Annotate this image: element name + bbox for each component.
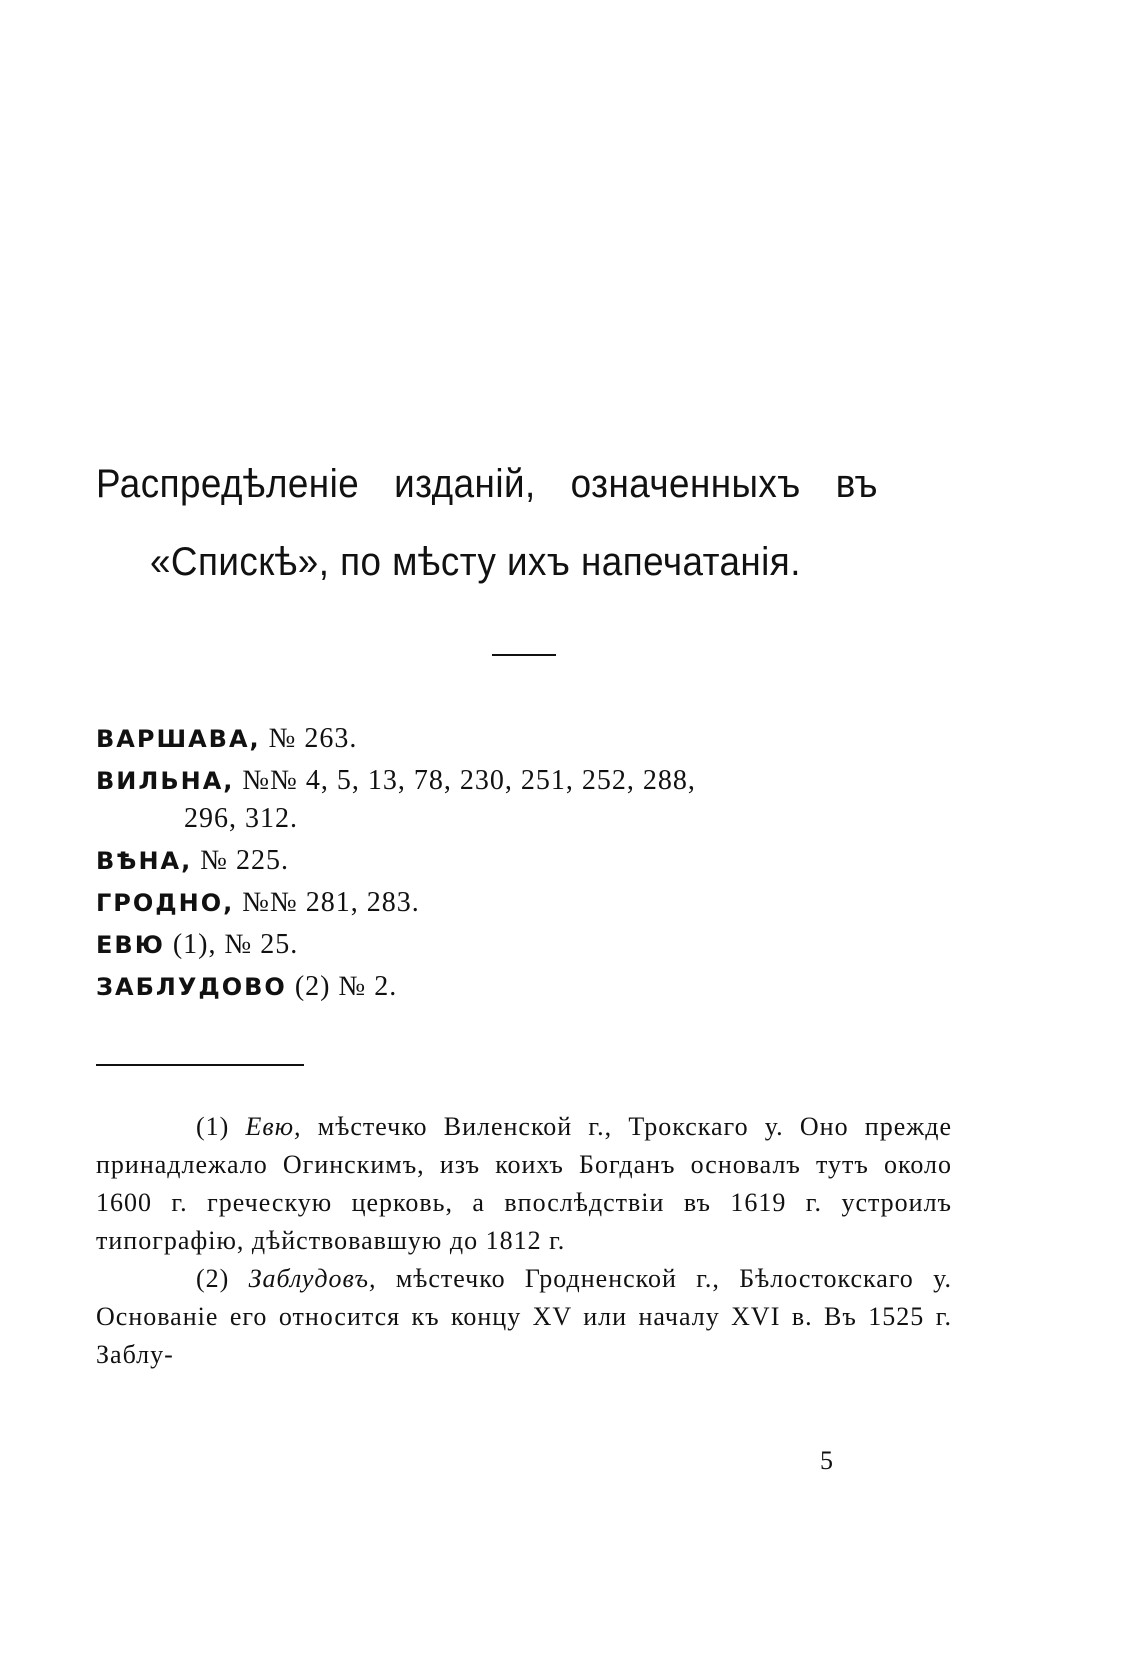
footnote-mark: (1): [172, 929, 209, 960]
entry-refs: № 225.: [200, 845, 289, 876]
list-item-vienna: [96, 842, 956, 880]
list-item-vilna: [96, 762, 956, 838]
list-item-zabludovo: [96, 968, 956, 1006]
page-title-line-2: «Спискѣ», по мѣсту ихъ напечатанія.: [150, 540, 801, 584]
list-item-grodno: [96, 884, 956, 922]
footnote-text: мѣстечко Виленской г., Трокскаго у. Оно прежде принадлежало Огинскимъ, изъ коихъ Богданъ основалъ тутъ около 1600 г. греческую церковь, а впослѣдствіи въ 1619 г. устроилъ типографію, дѣйствовавшую до 1812 г.: [96, 1112, 952, 1255]
page-title-line-1: Распредѣленіе изданій, означенныхъ въ: [96, 462, 878, 506]
footnote-headword: Евю,: [245, 1112, 302, 1141]
footnote-divider: [96, 1064, 304, 1066]
list-item-warsaw: [96, 720, 956, 758]
place-name: ЗАБЛУДОВО: [96, 973, 287, 1001]
entry-refs: №№ 281, 283.: [242, 887, 420, 918]
entry-refs: №№ 4, 5, 13, 78, 230, 251, 252, 288,: [242, 765, 696, 796]
footnote-mark: (2): [294, 971, 331, 1002]
footnote-mark: (1): [196, 1112, 230, 1141]
footnote-mark: (2): [196, 1264, 230, 1293]
title-divider: [492, 654, 556, 656]
place-name: ЕВЮ: [96, 931, 165, 959]
place-name: ГРОДНО,: [96, 889, 235, 917]
places-list: [96, 720, 956, 1006]
place-name: ВИЛЬНА,: [96, 767, 235, 795]
entry-refs: , № 25.: [208, 929, 299, 960]
page-number: 5: [820, 1446, 833, 1475]
footnotes: [96, 1108, 952, 1374]
footnote-2: [96, 1260, 952, 1374]
list-item-evyu: [96, 926, 956, 964]
footnote-text: мѣстечко Гродненской г., Бѣлостокскаго у. Основаніе его относится къ концу XV или началу XVI в. Въ 1525 г. Заблу-: [96, 1264, 952, 1369]
footnote-headword: Заблудовъ,: [248, 1264, 377, 1293]
entry-refs: № 263.: [268, 723, 358, 754]
place-name: ВАРШАВА,: [96, 725, 261, 753]
entry-refs: № 2.: [330, 971, 398, 1002]
footnote-1: [96, 1108, 952, 1260]
entry-refs-continued: 296, 312.: [184, 803, 298, 834]
place-name: ВѢНА,: [96, 847, 193, 875]
